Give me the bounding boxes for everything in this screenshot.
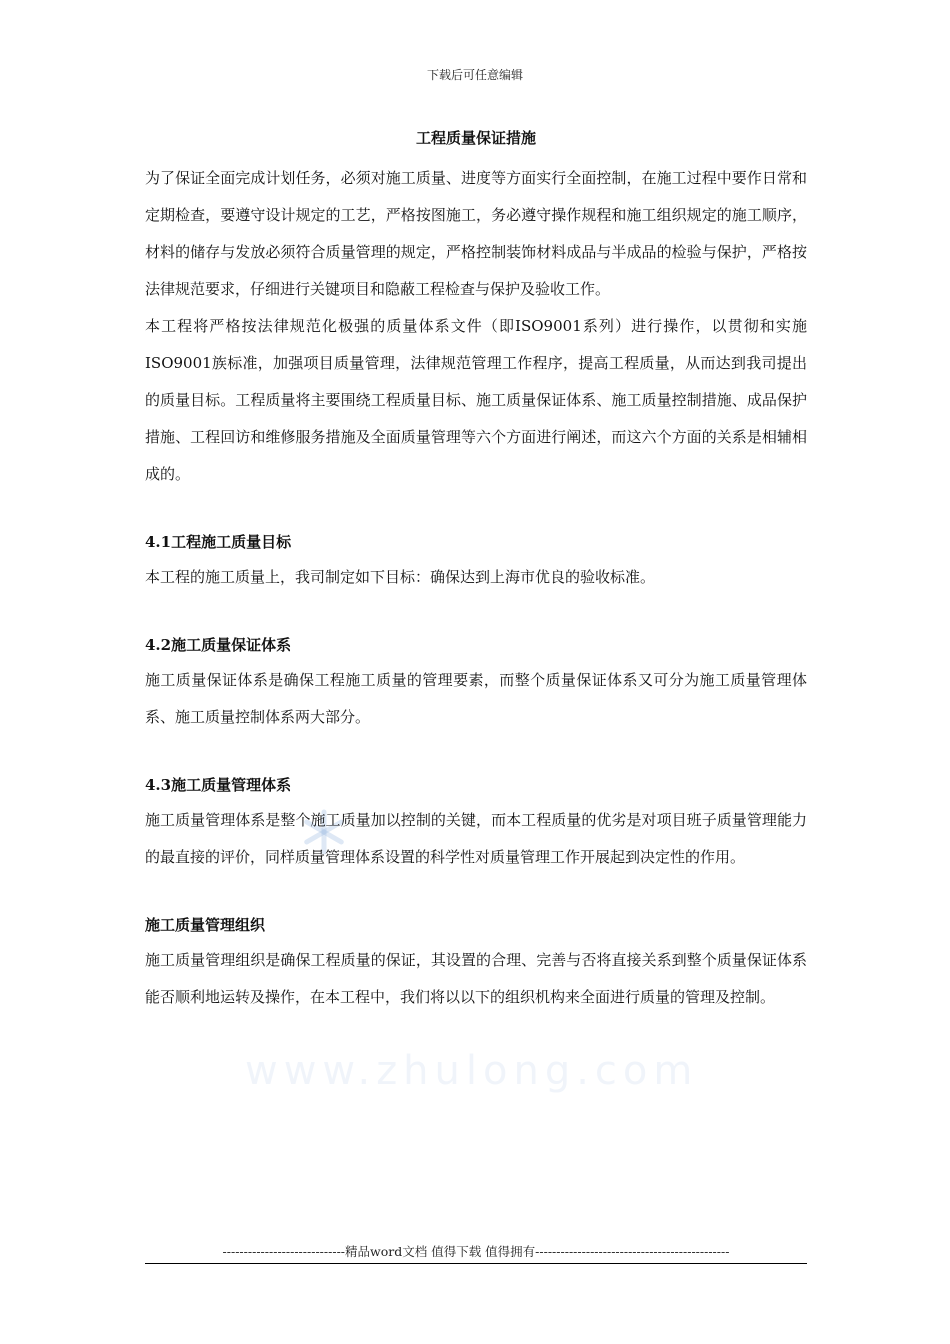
- section-body-4-1: 本工程的施工质量上，我司制定如下目标：确保达到上海市优良的验收标准。: [145, 568, 656, 586]
- page-footer: -----------------------------精品word文档 值得下载 值得拥有----------------------------------------------: [222, 1244, 730, 1259]
- intro-paragraph-1: 为了保证全面完成计划任务，必须对施工质量、进度等方面实行全面控制，在施工过程中要作日常和定期检查，要遵守设计规定的工艺，严格按图施工，务必遵守操作规程和施工组织规定的施工顺序，材料的储存与发放必须符合质量管理的规定，严格控制装饰材料成品与半成品的检验与保护，严格按法律规范要求，仔细进行关键项目和隐蔽工程检查与保护及验收工作。: [145, 169, 807, 298]
- section-heading-4-3: 4.3施工质量管理体系: [145, 776, 292, 794]
- section-body-4-2: 施工质量保证体系是确保工程施工质量的管理要素，而整个质量保证体系又可分为施工质量管理体系、施工质量控制体系两大部分。: [145, 671, 807, 726]
- section-heading-4-2: 4.2施工质量保证体系: [145, 636, 292, 654]
- intro-paragraph-2: 本工程将严格按法律规范化极强的质量体系文件（即ISO9001系列）进行操作，以贯彻和实施ISO9001族标准，加强项目质量管理，法律规范管理工作程序，提高工程质量，从而达到我司提出的质量目标。工程质量将主要围绕工程质量目标、施工质量保证体系、施工质量控制措施、成品保护措施、工程回访和维修服务措施及全面质量管理等六个方面进行阐述，而这六个方面的关系是相辅相成的。: [145, 317, 807, 483]
- section-body-organization: 施工质量管理组织是确保工程质量的保证，其设置的合理、完善与否将直接关系到整个质量保证体系能否顺利地运转及操作，在本工程中，我们将以以下的组织机构来全面进行质量的管理及控制。: [145, 951, 807, 1006]
- page-header: 下载后可任意编辑: [426, 68, 523, 82]
- section-heading-organization: 施工质量管理组织: [145, 916, 266, 934]
- section-body-4-3: 施工质量管理体系是整个施工质量加以控制的关键，而本工程质量的优劣是对项目班子质量管理能力的最直接的评价，同样质量管理体系设置的科学性对质量管理工作开展起到决定性的作用。: [145, 811, 807, 866]
- document-title: 工程质量保证措施: [415, 129, 536, 147]
- footer-rule: [145, 1263, 807, 1264]
- watermark-text: www.zhulong.com: [245, 1048, 699, 1094]
- section-heading-4-1: 4.1工程施工质量目标: [145, 533, 292, 551]
- document-body: [145, 126, 807, 1016]
